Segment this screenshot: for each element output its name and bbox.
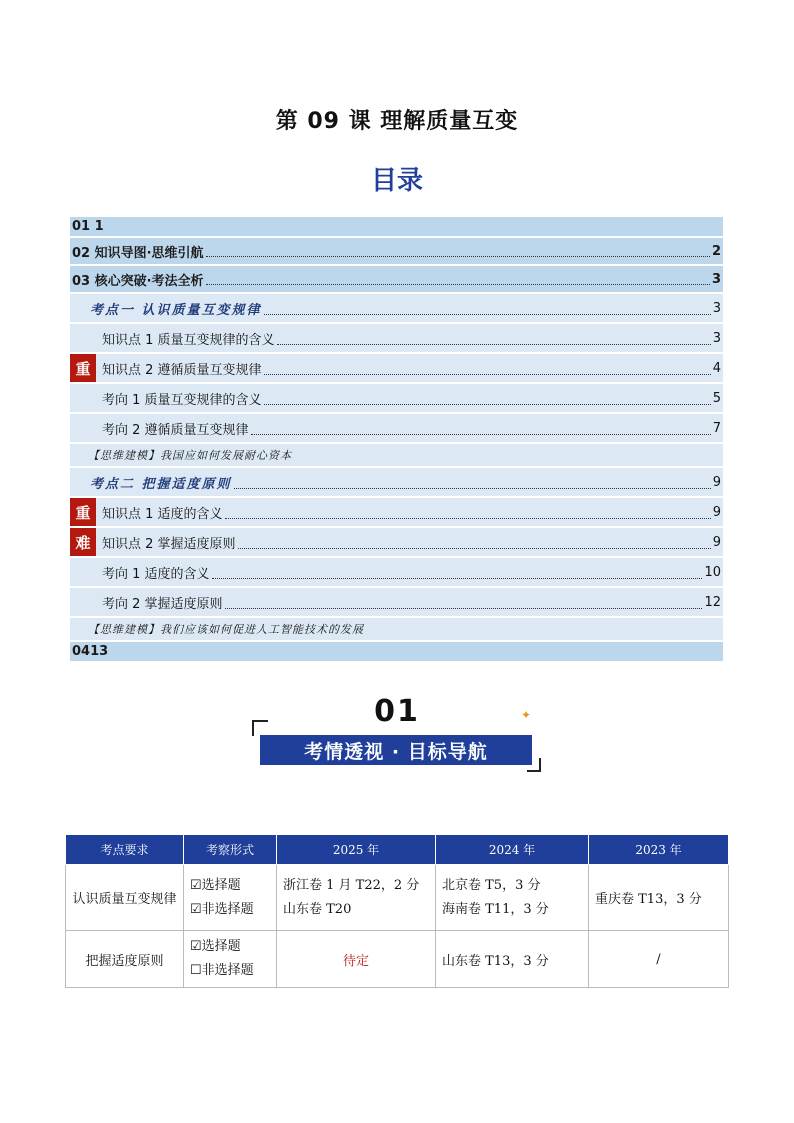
toc-entry[interactable]: [70, 558, 723, 586]
toc-entry-label: 知识点 2 遵循质量互变规律: [102, 362, 262, 378]
toc-leader-dots: [206, 283, 710, 285]
toc-page-number: 5: [712, 390, 721, 406]
form-option: ☑选择题: [190, 877, 241, 893]
exam-overview-table: [65, 834, 729, 988]
year-2025-cell: 待定: [277, 931, 436, 988]
toc-leader-dots: [277, 343, 711, 345]
toc-entry[interactable]: [70, 618, 723, 640]
toc-entry-label: 知识点 2 掌握适度原则: [102, 536, 236, 552]
toc-entry[interactable]: [70, 294, 723, 322]
form-option: ☑选择题: [190, 939, 241, 954]
table-header-row: [66, 835, 729, 865]
toc-entry[interactable]: [70, 266, 723, 292]
toc-entry[interactable]: [70, 642, 723, 661]
toc-leader-dots: [264, 373, 711, 375]
toc-entry-label: 考向 2 遵循质量互变规律: [102, 422, 249, 438]
column-header: 2023 年: [589, 835, 729, 865]
year-2024-cell: [436, 865, 589, 931]
toc-leader-dots: [225, 517, 711, 519]
toc-entry-label: 考向 2 掌握适度原则: [102, 596, 223, 612]
form-option: ☐非选择题: [190, 963, 254, 978]
toc-entry[interactable]: [70, 588, 723, 616]
exam-entry: 浙江卷 1 月 T22，2 分: [283, 877, 420, 893]
toc-page-number: 9: [712, 474, 721, 490]
table-row: [66, 931, 729, 988]
toc-page-number: 4: [712, 360, 721, 376]
exam-entry: 山东卷 T20: [283, 901, 352, 917]
sparkle-icon: ✦: [521, 708, 532, 722]
column-header: 2025 年: [277, 835, 436, 865]
toc-page-number: 9: [712, 534, 721, 550]
form-cell: [184, 931, 277, 988]
toc-entry-label: 考向 1 适度的含义: [102, 566, 210, 582]
year-2024-cell: 山东卷 T13，3 分: [436, 931, 589, 988]
toc-page-number: 2: [711, 243, 721, 259]
toc-page-number: 9: [712, 504, 721, 520]
toc-entry-label: 知识点 1 适度的含义: [102, 506, 223, 522]
column-header: 考点要求: [66, 835, 184, 865]
toc-leader-dots: [212, 577, 703, 579]
section-banner: 考情透视 · 目标导航: [258, 733, 534, 767]
toc-entry-label: 0413: [72, 644, 109, 659]
toc-entry[interactable]: [70, 498, 723, 526]
toc-leader-dots: [264, 403, 711, 405]
toc-page-number: 3: [712, 330, 721, 346]
toc-leader-dots: [234, 487, 711, 489]
difficulty-badge: 难: [70, 528, 96, 556]
column-header: 2024 年: [436, 835, 589, 865]
toc-entry[interactable]: [70, 528, 723, 556]
form-option: ☑非选择题: [190, 901, 254, 917]
toc-entry-label: 03 核心突破·考法全析: [72, 273, 204, 289]
requirement-cell: 把握适度原则: [66, 931, 184, 988]
toc-entry[interactable]: [70, 444, 723, 466]
toc-entry-label: 考点二 把握适度原则: [90, 476, 232, 492]
difficulty-badge: 重: [70, 498, 96, 526]
toc-entry-label: 02 知识导图·思维引航: [72, 245, 204, 261]
column-header: 考察形式: [184, 835, 277, 865]
toc-entry[interactable]: [70, 238, 723, 264]
toc-page-number: 10: [704, 564, 721, 580]
toc-leader-dots: [238, 547, 711, 549]
toc-entry[interactable]: [70, 468, 723, 496]
table-of-contents: [70, 217, 723, 663]
toc-heading: 目录: [370, 166, 423, 196]
exam-entry: 北京卷 T5，3 分: [442, 877, 541, 893]
toc-entry-label: 01 1: [72, 219, 104, 234]
toc-page-number: 12: [704, 594, 721, 610]
toc-entry-label: 【思维建模】我国应如何发展耐心资本: [88, 449, 292, 462]
difficulty-badge: 重: [70, 354, 96, 382]
toc-entry[interactable]: [70, 217, 723, 236]
toc-entry-label: 知识点 1 质量互变规律的含义: [102, 332, 275, 348]
toc-leader-dots: [264, 313, 711, 315]
table-row: [66, 865, 729, 931]
document-title: 第 09 课 理解质量互变: [275, 109, 519, 134]
toc-page-number: 7: [712, 420, 721, 436]
year-2023-cell: 重庆卷 T13，3 分: [589, 865, 729, 931]
toc-page-number: 3: [711, 271, 721, 287]
toc-leader-dots: [206, 255, 710, 257]
toc-leader-dots: [225, 607, 703, 609]
toc-entry[interactable]: [70, 354, 723, 382]
toc-page-number: 3: [712, 300, 721, 316]
toc-entry[interactable]: [70, 414, 723, 442]
toc-entry-label: 【思维建模】我们应该如何促进人工智能技术的发展: [88, 623, 364, 636]
toc-leader-dots: [251, 433, 711, 435]
toc-entry[interactable]: [70, 384, 723, 412]
toc-entry-label: 考向 1 质量互变规律的含义: [102, 392, 262, 408]
section-number: 01: [374, 694, 420, 729]
form-cell: [184, 865, 277, 931]
toc-entry[interactable]: [70, 324, 723, 352]
year-2023-cell: /: [589, 931, 729, 988]
year-2025-cell: [277, 865, 436, 931]
requirement-cell: 认识质量互变规律: [66, 865, 184, 931]
exam-entry: 海南卷 T11，3 分: [442, 901, 549, 917]
toc-entry-label: 考点一 认识质量互变规律: [90, 302, 262, 318]
